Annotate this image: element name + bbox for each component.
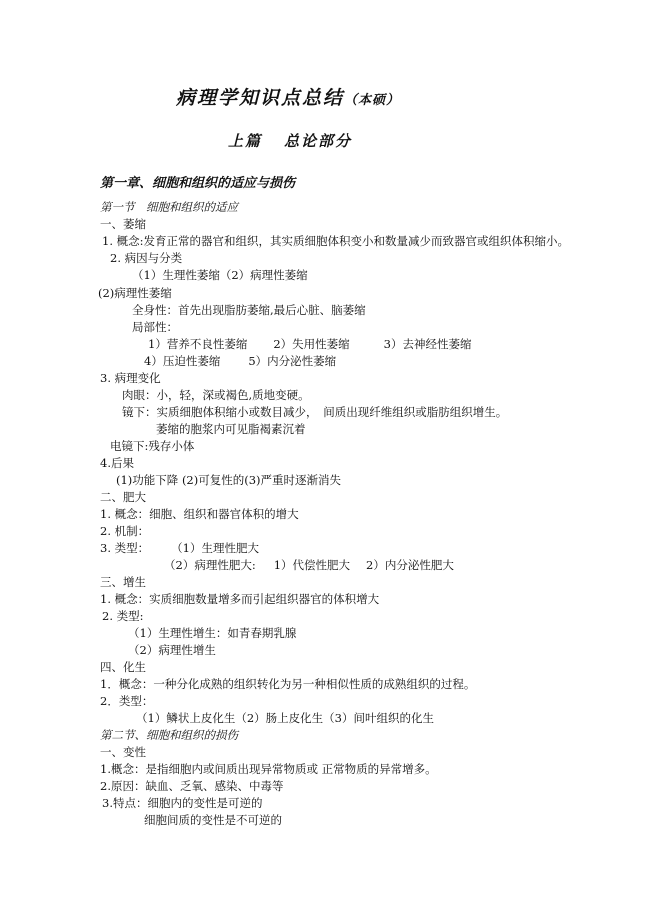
atrophy-gross: 肉眼：小，轻，深或褐色,质地变硬。 xyxy=(122,388,310,402)
document-title xyxy=(176,87,401,109)
part-label: 上篇 xyxy=(228,132,263,150)
atrophy-heading: 一、萎缩 xyxy=(100,217,146,231)
hypertrophy-type-1: （1）生理性肥大 xyxy=(171,541,259,555)
chapter-heading: 第一章、细胞和组织的适应与损伤 xyxy=(100,176,296,191)
title-main: 病理学知识点总结 xyxy=(176,87,345,109)
hypertrophy-types-row-2 xyxy=(164,557,454,574)
hypertrophy-type-2a: 1）代偿性肥大 xyxy=(273,558,351,572)
hypertrophy-concept: 1. 概念：细胞、组织和器官体积的增大 xyxy=(100,507,299,521)
degeneration-feature-2: 细胞间质的变性是不可逆的 xyxy=(144,813,282,827)
hypertrophy-heading: 二、肥大 xyxy=(100,490,146,504)
atrophy-cause: 2. 病因与分类 xyxy=(110,251,183,265)
section-heading-2: 第二节、细胞和组织的损伤 xyxy=(100,728,238,742)
hypertrophy-types-row-1 xyxy=(100,540,259,557)
degeneration-cause: 2.原因：缺血、乏氧、感染、中毒等 xyxy=(100,779,284,793)
metaplasia-heading: 四、化生 xyxy=(100,660,146,674)
local-type-3: 3）去神经性萎缩 xyxy=(383,337,472,351)
hyperplasia-heading: 三、增生 xyxy=(100,575,146,589)
atrophy-change: 3. 病理变化 xyxy=(100,371,161,385)
degeneration-feature: 3.特点：细胞内的变性是可逆的 xyxy=(102,796,263,810)
metaplasia-types: （1）鳞状上皮化生（2）肠上皮化生（3）间叶组织的化生 xyxy=(136,711,434,725)
atrophy-outcome: 4.后果 xyxy=(100,456,134,470)
hyperplasia-concept: 1. 概念：实质细胞数量增多而引起组织器官的体积增大 xyxy=(100,592,380,606)
hypertrophy-mechanism: 2. 机制： xyxy=(100,524,150,538)
atrophy-local-row-1 xyxy=(148,336,471,353)
atrophy-concept: 1. 概念:发育正常的器官和组织，其实质细胞体积变小和数量减少而致器官或组织体积缩小。 xyxy=(102,234,569,248)
part-heading xyxy=(228,133,352,150)
local-type-5: 5）内分泌性萎缩 xyxy=(248,354,337,368)
atrophy-local-row-2 xyxy=(144,353,336,370)
metaplasia-type-label: 2．类型： xyxy=(100,694,154,708)
section-heading-1: 第一节 细胞和组织的适应 xyxy=(100,200,238,214)
atrophy-micro-2: 萎缩的胞浆内可见脂褐素沉着 xyxy=(156,422,306,436)
atrophy-outcome-items: (1)功能下降 (2)可复性的(3)严重时逐渐消失 xyxy=(116,473,342,487)
atrophy-em: 电镜下:残存小体 xyxy=(110,439,195,453)
atrophy-systemic: 全身性：首先出现脂肪萎缩,最后心脏、脑萎缩 xyxy=(132,303,366,317)
atrophy-local: 局部性： xyxy=(132,320,178,334)
degeneration-heading: 一、变性 xyxy=(100,745,146,759)
hypertrophy-type-2: （2）病理性肥大: xyxy=(164,558,256,572)
metaplasia-concept: 1．概念：一种分化成熟的组织转化为另一种相似性质的成熟组织的过程。 xyxy=(100,677,476,691)
hypertrophy-type-label: 3. 类型： xyxy=(100,541,150,555)
atrophy-types: （1）生理性萎缩（2）病理性萎缩 xyxy=(132,268,308,282)
hypertrophy-type-2b: 2）内分泌性肥大 xyxy=(366,558,454,572)
part-name: 总论部分 xyxy=(284,132,353,150)
local-type-2: 2）失用性萎缩 xyxy=(273,337,350,351)
hyperplasia-type-label: 2. 类型: xyxy=(102,609,144,623)
local-type-1: 1）营养不良性萎缩 xyxy=(148,337,248,351)
hyperplasia-type-2: （2）病理性增生 xyxy=(128,643,216,657)
atrophy-pathological: (2)病理性萎缩 xyxy=(98,286,172,300)
title-suffix: （本硕） xyxy=(344,93,401,108)
hyperplasia-type-1: （1）生理性增生：如青春期乳腺 xyxy=(128,626,297,640)
local-type-4: 4）压迫性萎缩 xyxy=(144,354,221,368)
degeneration-concept: 1.概念：是指细胞内或间质出现异常物质或 正常物质的异常增多。 xyxy=(100,762,437,776)
atrophy-micro: 镜下：实质细胞体积缩小或数目减少， 间质出现纤维组织或脂肪组织增生。 xyxy=(122,405,508,419)
